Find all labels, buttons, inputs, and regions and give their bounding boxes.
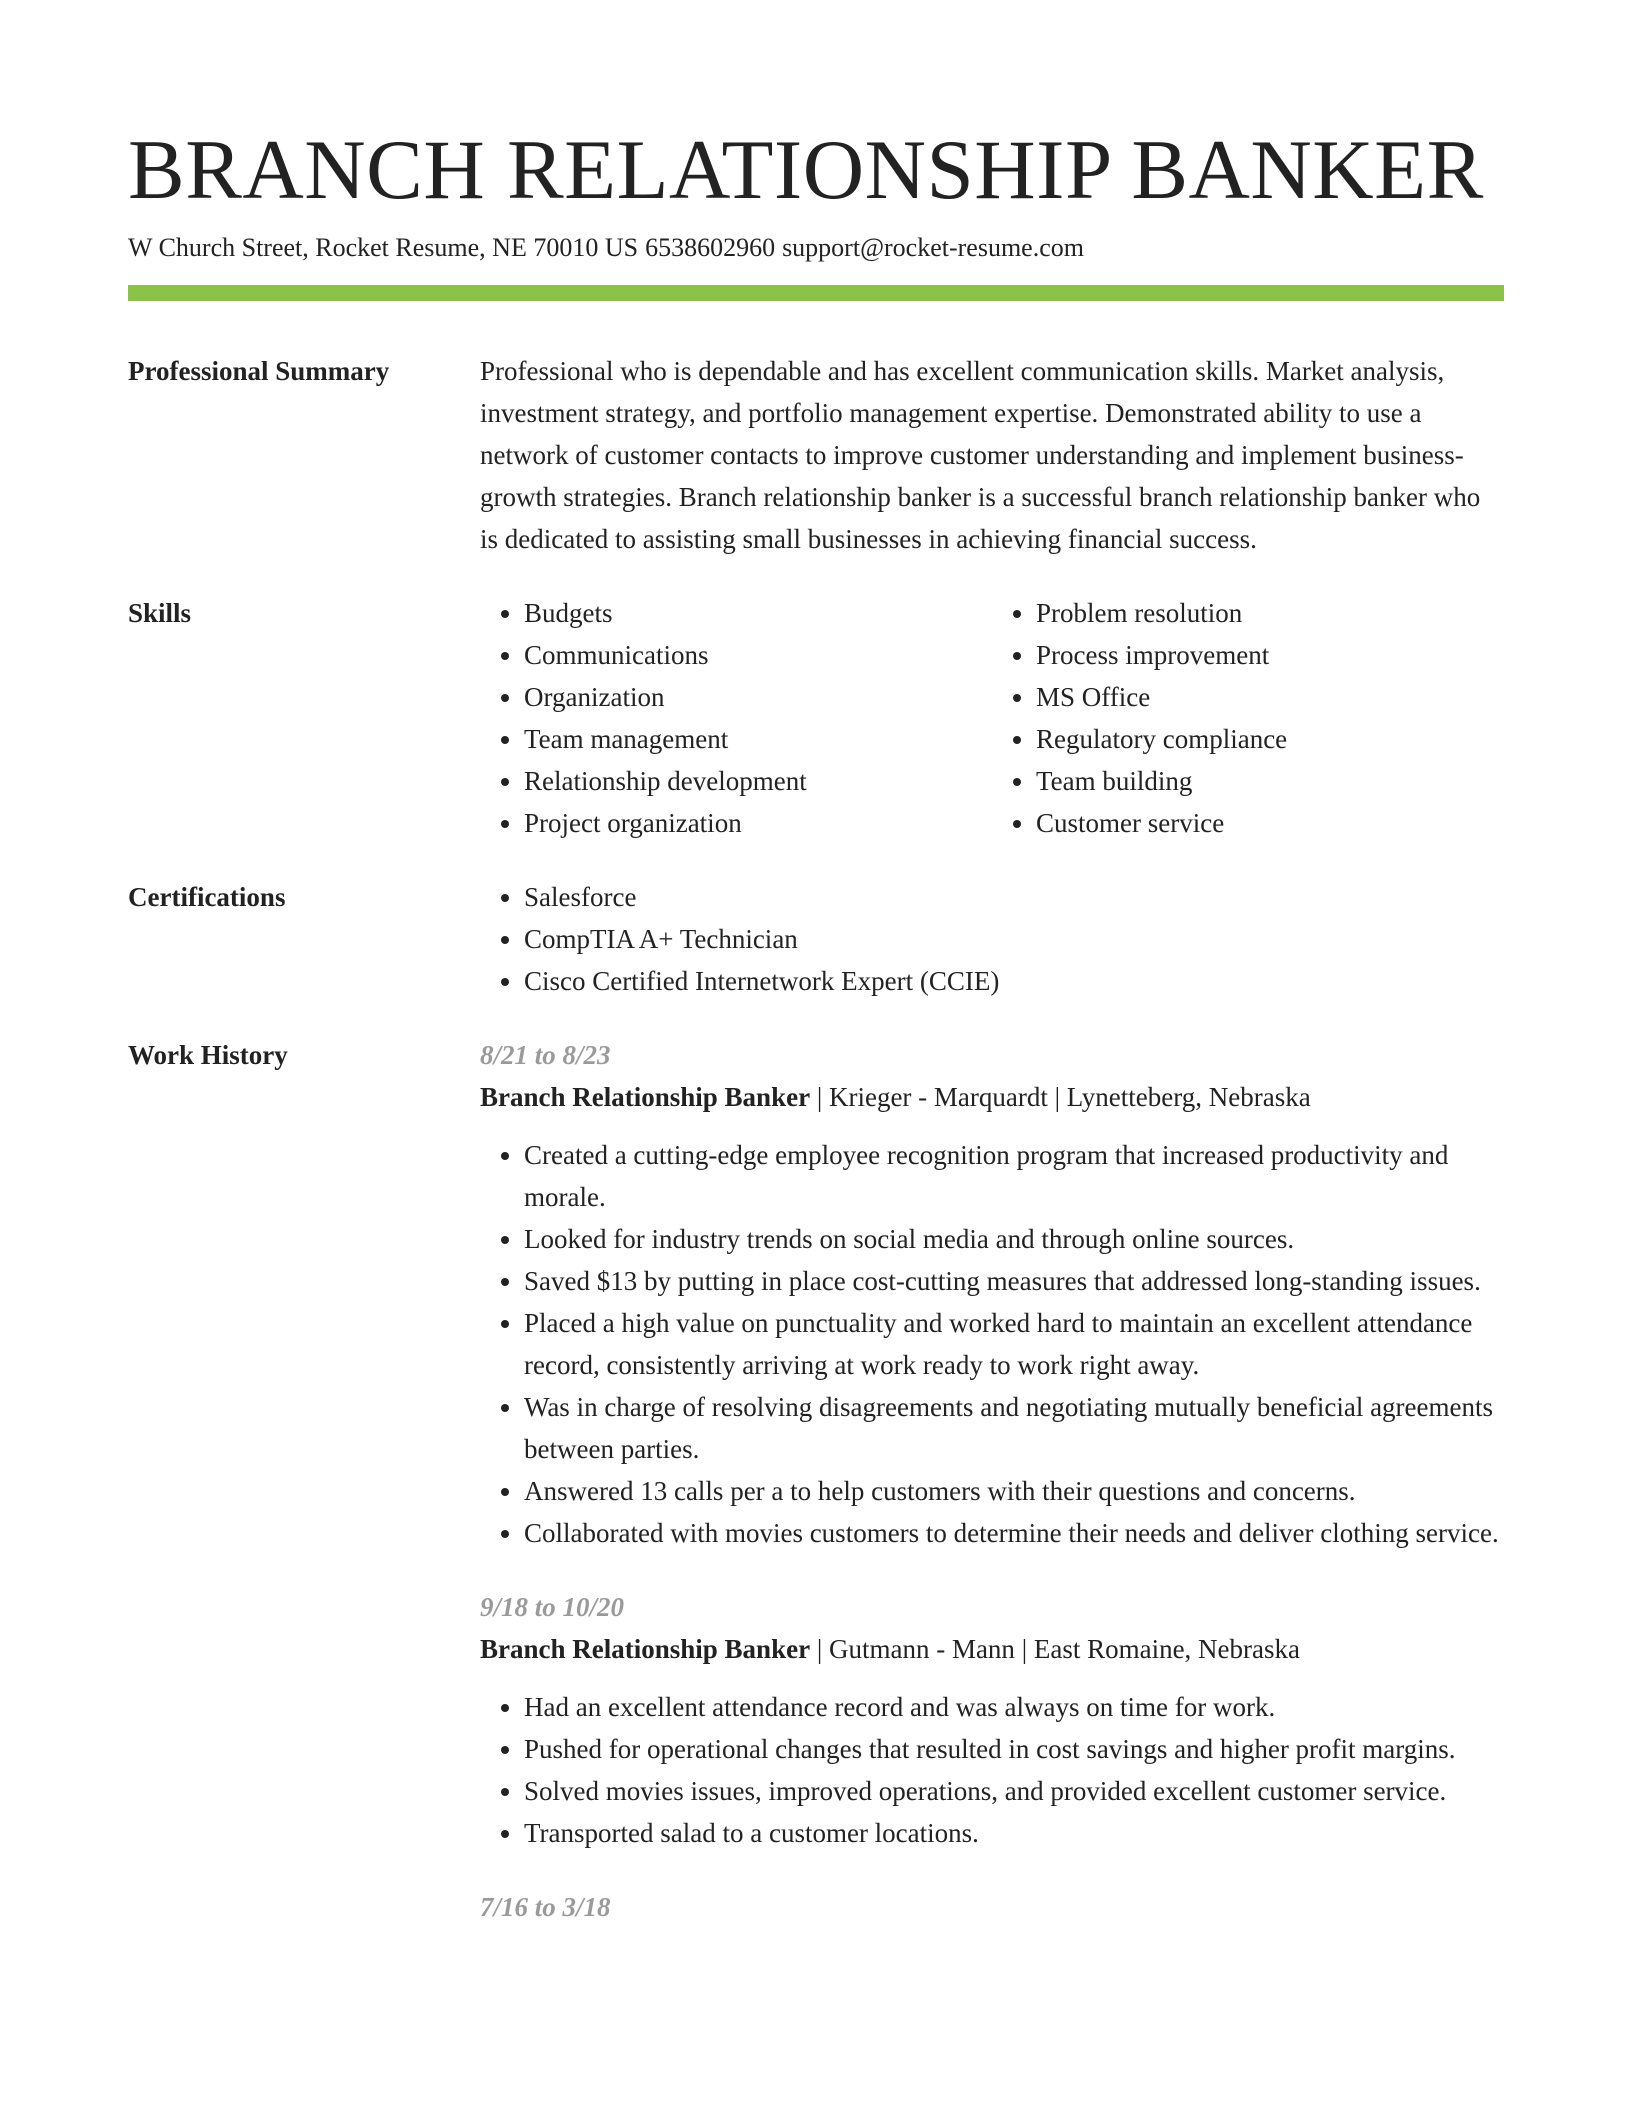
resume-name: BRANCH RELATIONSHIP BANKER [128, 123, 1484, 217]
job-dates: 7/16 to 3/18 [480, 1892, 611, 1922]
summary-section [128, 350, 1504, 560]
job-header [480, 1076, 1504, 1118]
job-bullet: • Pushed for operational changes that resulted in cost savings and higher profit margins. [524, 1728, 1504, 1770]
job-location: East Romaine, Nebraska [1033, 1634, 1301, 1664]
skill-item: • Budgets [524, 592, 992, 634]
job-dates: 9/18 to 10/20 [480, 1592, 625, 1622]
skill-item: • Problem resolution [1036, 592, 1504, 634]
skill-item: • Communications [524, 634, 992, 676]
job-title: Branch Relationship Banker [480, 1082, 811, 1112]
job-bullet: • Created a cutting-edge employee recognition program that increased productivity and morale. [524, 1134, 1504, 1218]
certifications-list [480, 876, 1504, 1002]
skills-list-left [480, 592, 992, 844]
job-dates: 8/21 to 8/23 [480, 1040, 611, 1070]
job-bullet: • Solved movies issues, improved operations, and provided excellent customer service. [524, 1770, 1504, 1812]
header-divider [128, 285, 1504, 301]
certification-item: • Salesforce [524, 876, 1504, 918]
job-header [480, 1628, 1504, 1670]
section-title-summary: Professional Summary [128, 356, 390, 386]
job-bullet: • Answered 13 calls per a to help customers with their questions and concerns. [524, 1470, 1504, 1512]
job-bullet: • Had an excellent attendance record and was always on time for work. [524, 1686, 1504, 1728]
job-title: Branch Relationship Banker [480, 1634, 811, 1664]
certifications-section [128, 876, 1504, 1002]
skill-item: • MS Office [1036, 676, 1504, 718]
skill-item: • Regulatory compliance [1036, 718, 1504, 760]
job-company: Gutmann - Mann [828, 1634, 1015, 1664]
contact-line [128, 230, 1084, 266]
job-separator: | [1021, 1634, 1034, 1664]
section-title-skills: Skills [128, 598, 192, 628]
job-bullets [480, 1134, 1504, 1554]
job-bullet: • Looked for industry trends on social media and through online sources. [524, 1218, 1504, 1260]
job-bullet: • Collaborated with movies customers to determine their needs and deliver clothing service. [524, 1512, 1504, 1554]
job-entry [480, 1586, 1504, 1854]
job-separator: | [816, 1082, 829, 1112]
job-separator: | [1054, 1082, 1067, 1112]
resume-content [128, 350, 1504, 1928]
job-bullet: • Transported salad to a customer locations. [524, 1812, 1504, 1854]
skill-item: • Team building [1036, 760, 1504, 802]
contact-email: support@rocket-resume.com [782, 233, 1084, 262]
skill-item: • Relationship development [524, 760, 992, 802]
certification-item: • CompTIA A+ Technician [524, 918, 1504, 960]
skill-item: • Organization [524, 676, 992, 718]
contact-phone: 6538602960 [645, 233, 776, 262]
skill-item: • Customer service [1036, 802, 1504, 844]
skills-section [128, 592, 1504, 844]
job-bullet: • Was in charge of resolving disagreements and negotiating mutually beneficial agreements between parties. [524, 1386, 1504, 1470]
skills-list-right [992, 592, 1504, 844]
job-entry [480, 1034, 1504, 1554]
skill-item: • Process improvement [1036, 634, 1504, 676]
summary-text: Professional who is dependable and has excellent communication skills. Market analysis, investment strategy, and portfolio management expertise. Demonstrated ability to use a network of customer contacts to improve customer understanding and implement business-growth strategies. Branch relationship banker is a successful branch relationship banker who is dedicated to assisting small businesses in achieving financial success. [480, 356, 1481, 554]
job-separator: | [816, 1634, 829, 1664]
job-bullet: • Saved $13 by putting in place cost-cutting measures that addressed long-standing issues. [524, 1260, 1504, 1302]
certification-item: • Cisco Certified Internetwork Expert (CCIE) [524, 960, 1504, 1002]
job-bullets [480, 1686, 1504, 1854]
contact-address: W Church Street, Rocket Resume, NE 70010 US [128, 233, 639, 262]
skill-item: • Team management [524, 718, 992, 760]
section-title-work-history: Work History [128, 1040, 288, 1070]
job-bullet: • Placed a high value on punctuality and worked hard to maintain an excellent attendance record, consistently arriving at work ready to work right away. [524, 1302, 1504, 1386]
job-location: Lynetteberg, Nebraska [1066, 1082, 1311, 1112]
job-entry [480, 1886, 1504, 1928]
section-title-certifications: Certifications [128, 882, 286, 912]
skill-item: • Project organization [524, 802, 992, 844]
job-company: Krieger - Marquardt [828, 1082, 1048, 1112]
work-history-section [128, 1034, 1504, 1928]
